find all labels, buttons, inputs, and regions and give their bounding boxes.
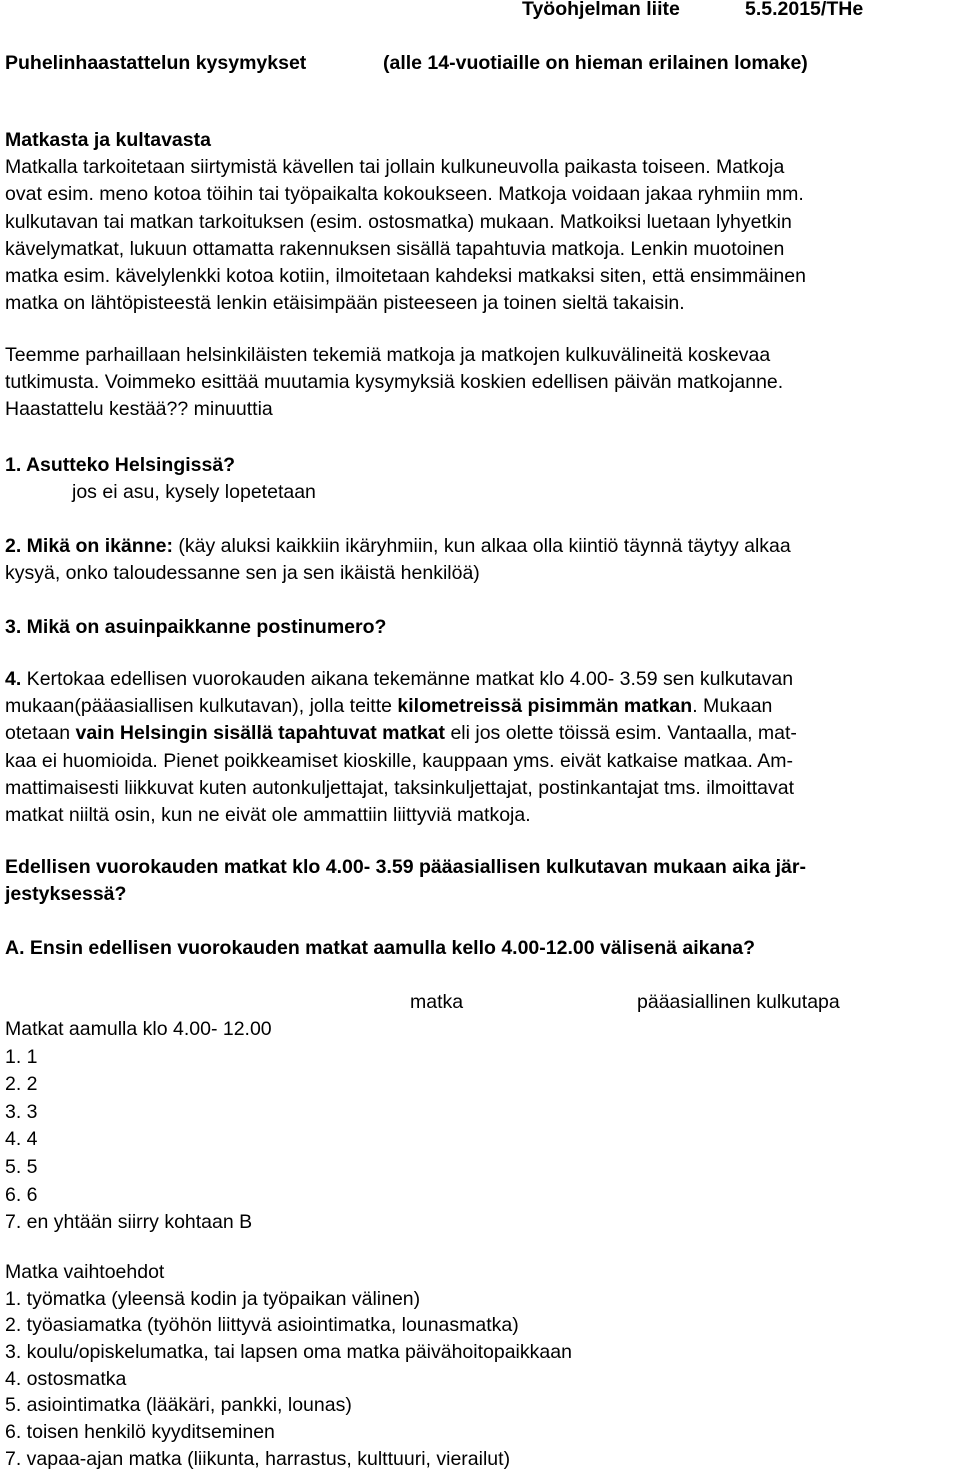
question-3 bbox=[5, 616, 955, 643]
section-a-title: A. Ensin edellisen vuorokauden matkat aamulla kello 4.00-12.00 välisenä aikana? bbox=[5, 937, 755, 959]
section-heading-line1: Edellisen vuorokauden matkat klo 4.00- 3.59 pääasiallisen kulkutavan mukaan aika jär- bbox=[5, 856, 806, 878]
section-a bbox=[5, 937, 955, 964]
intro-section bbox=[5, 129, 955, 319]
question-4-line6: matkat niiltä osin, kun ne eivät ole ammattiin liittyviä matkoja. bbox=[5, 803, 531, 826]
question-2-rest: (käy aluksi kaikkiin ikäryhmiin, kun alkaa olla kiintiö täynnä täytyy alkaa bbox=[172, 535, 791, 557]
question-2 bbox=[5, 535, 955, 589]
trip-options bbox=[5, 1261, 955, 1475]
intro-line: kulkutavan tai matkan tarkoituksen (esim. ostosmatka) mukaan. Matkoiksi luetaan lyhyetkin bbox=[5, 210, 792, 233]
question-1-text: 1. Asutteko Helsingissä? bbox=[5, 454, 236, 476]
question-1-note: jos ei asu, kysely lopetetaan bbox=[72, 481, 316, 504]
document-title: Puhelinhaastattelun kysymykset bbox=[5, 52, 307, 74]
trip-option: 1. työmatka (yleensä kodin ja työpaikan välinen) bbox=[5, 1287, 421, 1310]
column-header-trip: matka bbox=[410, 991, 464, 1013]
question-2-number: 2. bbox=[5, 535, 22, 557]
document-title-note: (alle 14-vuotiaille on hieman erilainen lomake) bbox=[383, 52, 808, 74]
question-4-line4: kaa ei huomioida. Pienet poikkeamiset kioskille, kauppaan yms. eivät katkaise matkaa. Am- bbox=[5, 749, 793, 772]
trip-row: 5. 5 bbox=[5, 1155, 38, 1178]
study-line: Haastattelu kestää?? minuuttia bbox=[5, 398, 273, 421]
q4-bold: vain Helsingin sisällä tapahtuvat matkat bbox=[75, 722, 446, 745]
trip-table bbox=[5, 1018, 955, 1239]
question-2-bold: Mikä on ikänne: bbox=[21, 535, 173, 557]
trip-row: 1. 1 bbox=[5, 1045, 38, 1068]
trip-table-label: Matkat aamulla klo 4.00- 12.00 bbox=[5, 1018, 272, 1040]
trip-option: 2. työasiamatka (työhön liittyvä asiointimatka, lounasmatka) bbox=[5, 1314, 519, 1337]
question-4-text: Kertokaa edellisen vuorokauden aikana tekemänne matkat klo 4.00- 3.59 sen kulkutavan bbox=[21, 668, 794, 690]
question-4-line1 bbox=[5, 668, 955, 695]
intro-line: matka on lähtöpisteestä lenkin etäisimpään pisteeseen ja toinen sieltä takaisin. bbox=[5, 292, 685, 315]
question-4-number: 4. bbox=[5, 668, 22, 690]
question-4-line3 bbox=[5, 722, 955, 749]
question-2-line1 bbox=[5, 535, 955, 562]
question-4 bbox=[5, 668, 955, 831]
question-4-line5: mattimaisesti liikkuvat kuten autonkuljettajat, taksinkuljettajat, postinkantajat tms. ilmoittavat bbox=[5, 776, 795, 799]
study-line: tutkimusta. Voimmeko esittää muutamia kysymyksiä koskien edellisen päivän matkojanne. bbox=[5, 371, 784, 394]
q4-text: mukaan(pääasiallisen kulkutavan), jolla teitte bbox=[5, 695, 398, 718]
q4-text: eli jos olette töissä esim. Vantaalla, mat- bbox=[445, 722, 797, 745]
column-header-mode: pääasiallinen kulkutapa bbox=[637, 991, 840, 1013]
trip-row: 6. 6 bbox=[5, 1183, 38, 1206]
trip-row: 3. 3 bbox=[5, 1100, 38, 1123]
q4-text: . Mukaan bbox=[692, 695, 773, 718]
q4-text: otetaan bbox=[5, 722, 76, 745]
trip-row: 4. 4 bbox=[5, 1128, 38, 1151]
intro-line: kävelymatkat, lukuun ottamatta rakennuksen sisällä tapahtuvia matkoja. Lenkin muotoinen bbox=[5, 237, 785, 260]
study-line: Teemme parhaillaan helsinkiläisten tekemiä matkoja ja matkojen kulkuvälineitä koskevaa bbox=[5, 344, 771, 366]
trip-option: 7. vapaa-ajan matka (liikunta, harrastus, kulttuuri, vierailut) bbox=[5, 1447, 511, 1470]
question-4-line2 bbox=[5, 695, 955, 722]
intro-heading: Matkasta ja kultavasta bbox=[5, 129, 211, 151]
section-heading bbox=[5, 856, 955, 910]
intro-line: matka esim. kävelylenkki kotoa kotiin, ilmoitetaan kahdeksi matkaksi siten, että ensimmäinen bbox=[5, 264, 806, 287]
header-left: Työohjelman liite bbox=[522, 0, 680, 20]
q4-bold: kilometreissä pisimmän matkan bbox=[397, 695, 693, 718]
header-date: 5.5.2015/THe bbox=[745, 0, 864, 20]
trip-row: 7. en yhtään siirry kohtaan B bbox=[5, 1211, 253, 1234]
question-3-text: 3. Mikä on asuinpaikkanne postinumero? bbox=[5, 616, 387, 638]
question-2-line2: kysyä, onko taloudessanne sen ja sen ikäistä henkilöä) bbox=[5, 562, 480, 585]
trip-option: 4. ostosmatka bbox=[5, 1367, 127, 1390]
section-heading-line2: jestyksessä? bbox=[5, 883, 127, 906]
trip-option: 6. toisen henkilö kyyditseminen bbox=[5, 1421, 275, 1444]
intro-line: ovat esim. meno kotoa töihin tai työpaikalta kokoukseen. Matkoja voidaan jakaa ryhmiin mm. bbox=[5, 183, 804, 206]
trip-option: 3. koulu/opiskelumatka, tai lapsen oma matka päivähoitopaikkaan bbox=[5, 1341, 572, 1364]
study-intro bbox=[5, 344, 955, 426]
intro-line: Matkalla tarkoitetaan siirtymistä kävellen tai jollain kulkuneuvolla paikasta toiseen. Matkoja bbox=[5, 156, 785, 179]
trip-options-title: Matka vaihtoehdot bbox=[5, 1261, 165, 1283]
trip-row: 2. 2 bbox=[5, 1073, 38, 1096]
trip-option: 5. asiointimatka (lääkäri, pankki, lounas) bbox=[5, 1394, 352, 1417]
question-1 bbox=[5, 454, 955, 508]
